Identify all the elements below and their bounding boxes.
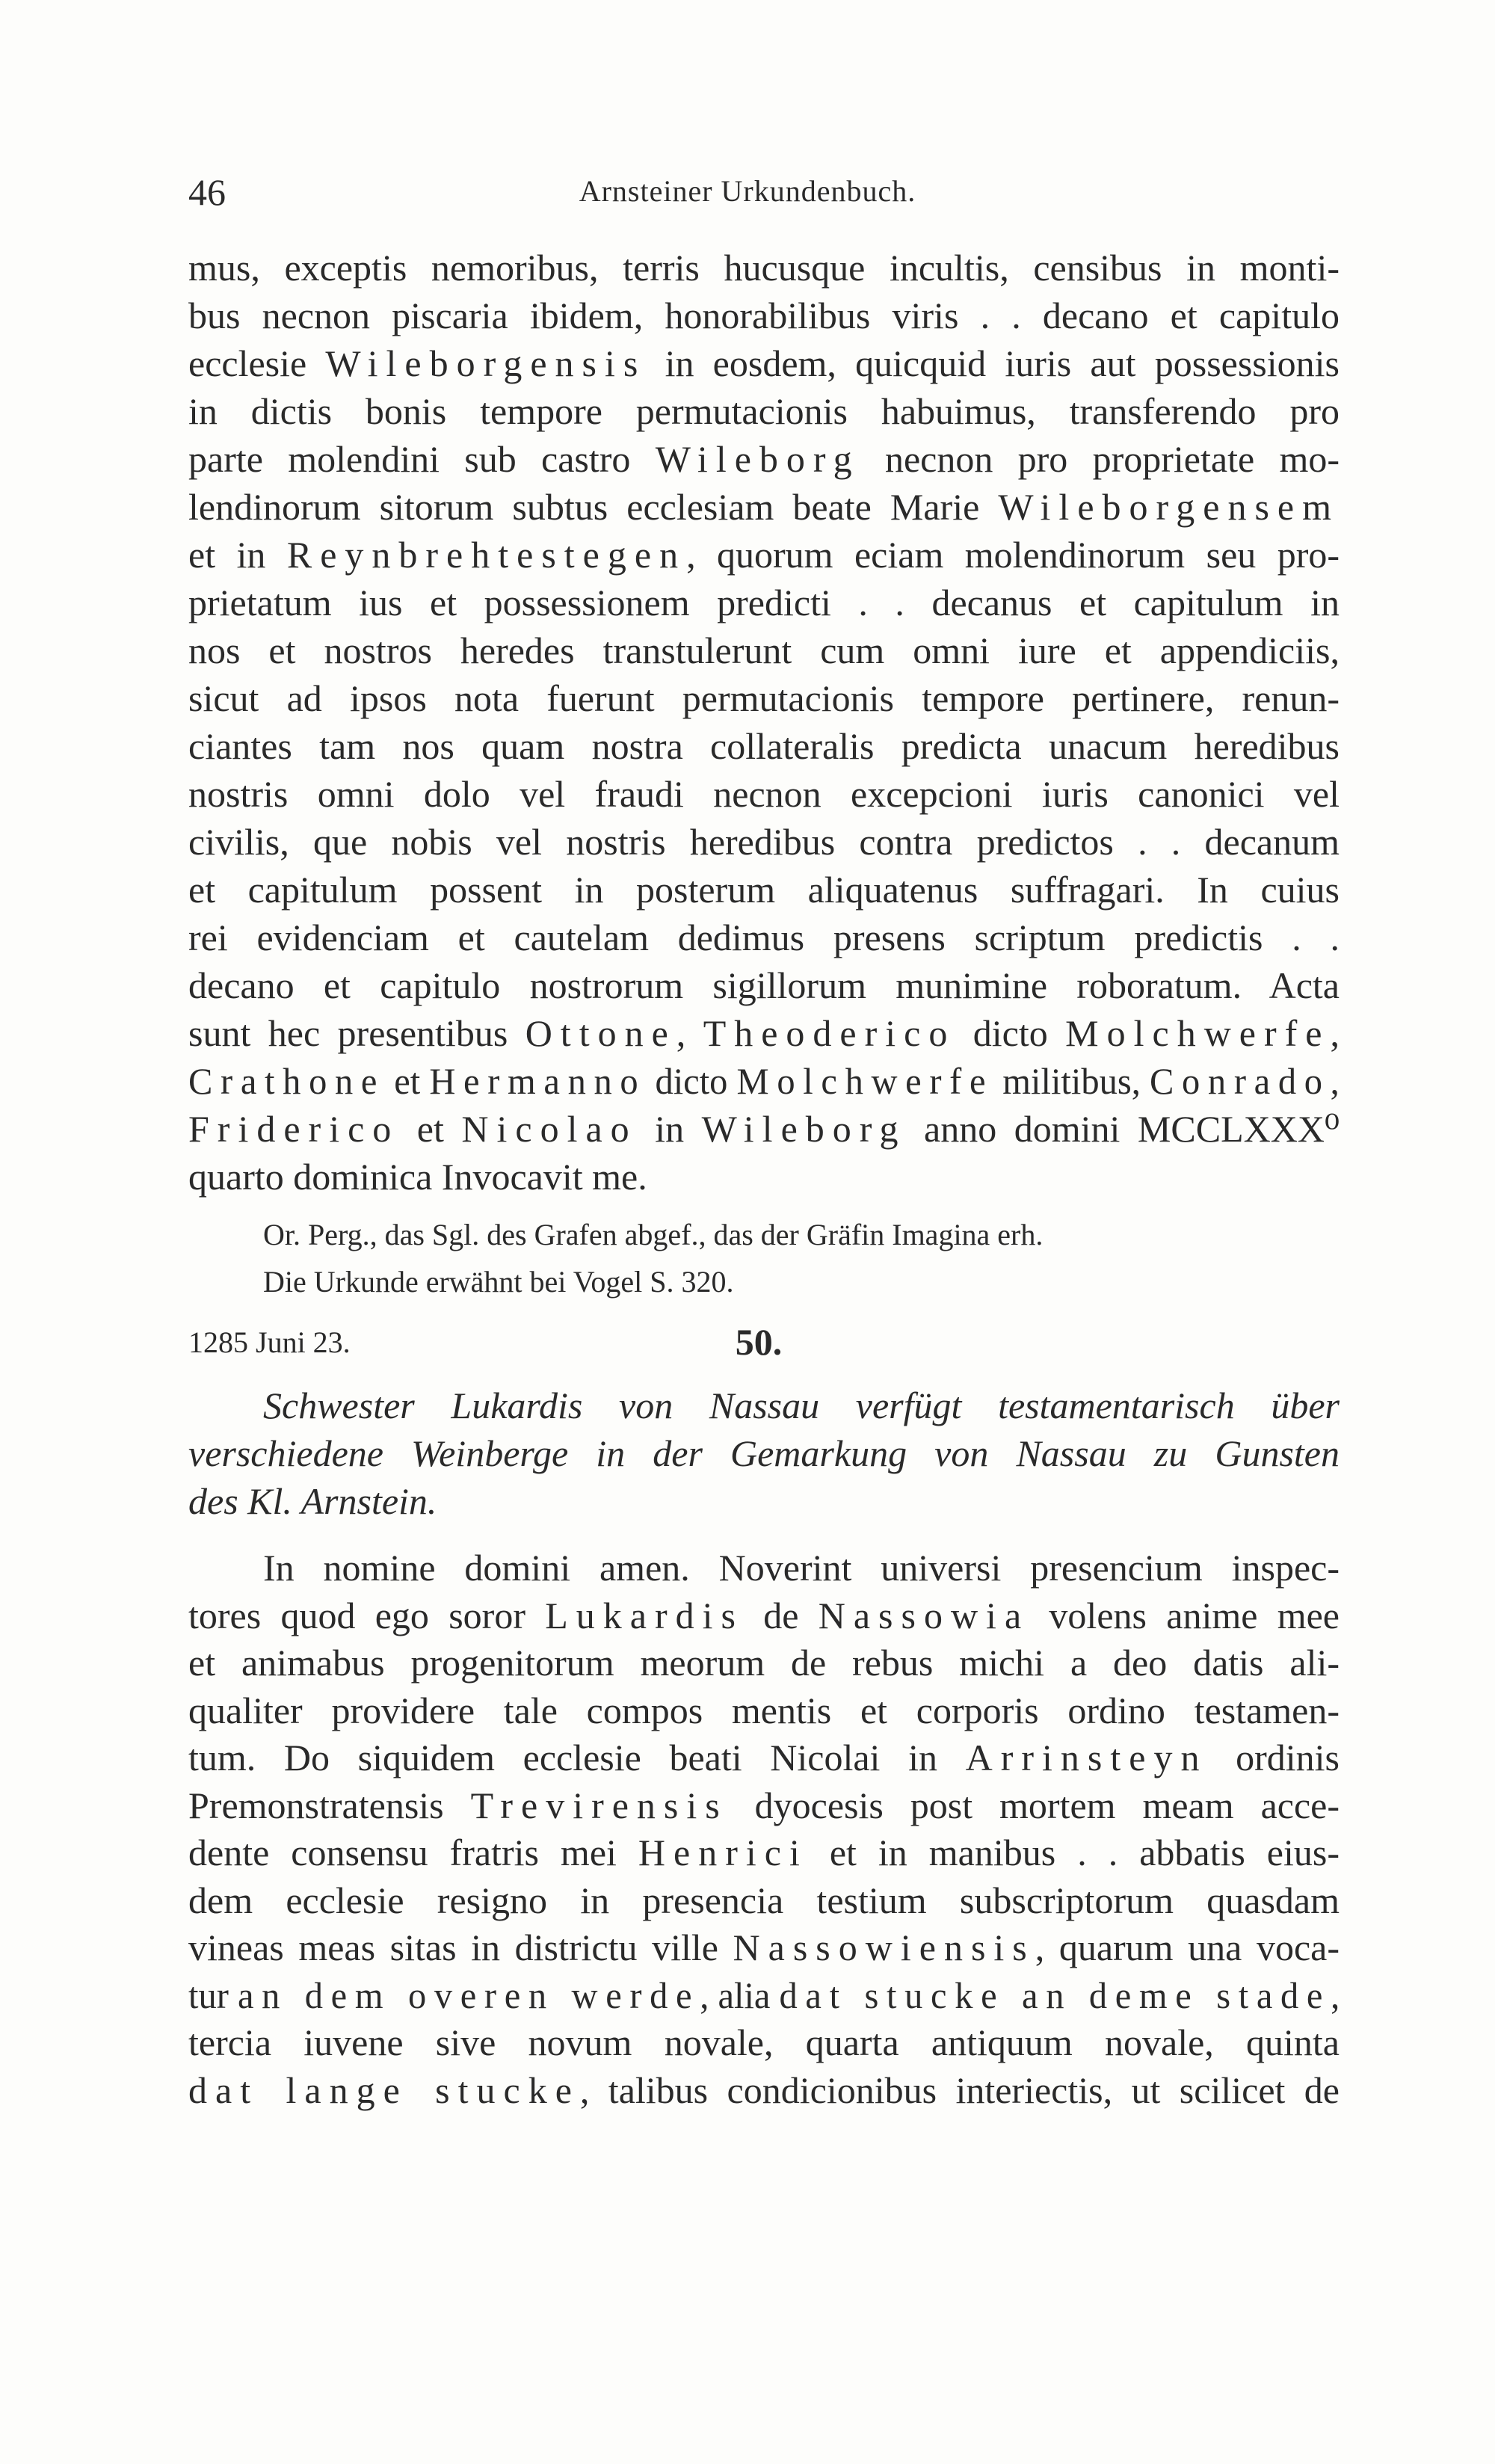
text-run: , quarum una voca- bbox=[1035, 1926, 1340, 1968]
text-run: tum. Do siquidem ecclesie beati Nicolai in bbox=[188, 1737, 966, 1778]
text-line bbox=[188, 1592, 1340, 1640]
spaced-name: Nassowiensis bbox=[733, 1926, 1035, 1968]
spaced-name: Nassowia bbox=[818, 1594, 1030, 1636]
text-line bbox=[188, 339, 1340, 387]
text-line bbox=[188, 626, 1340, 674]
text-line bbox=[188, 1782, 1340, 1830]
text-run: mus, exceptis nemoribus, terris hucusque incultis, censibus in monti- bbox=[188, 247, 1340, 289]
text-run: ciantes tam nos quam nostra collateralis predicta unacum heredibus bbox=[188, 725, 1340, 767]
text-run: et bbox=[385, 1060, 430, 1102]
text-line bbox=[188, 1057, 1340, 1105]
text-line bbox=[188, 722, 1340, 770]
text-run: nostris omni dolo vel fraudi necnon excepcioni iuris canonici vel bbox=[188, 773, 1340, 815]
text-run: quarto dominica Invocavit me. bbox=[188, 1156, 647, 1198]
text-run: in dictis bonis tempore permutacionis habuimus, transferendo pro bbox=[188, 390, 1340, 432]
text-run: et animabus progenitorum meorum de rebus michi a deo datis ali- bbox=[188, 1642, 1340, 1684]
text-run: Premonstratensis bbox=[188, 1784, 471, 1826]
text-run: dicto bbox=[646, 1060, 737, 1102]
document-summary bbox=[188, 1382, 1340, 1525]
text-line bbox=[188, 1877, 1340, 1925]
text-run: et in bbox=[188, 534, 287, 576]
spaced-name: Molchwerfe bbox=[1065, 1012, 1331, 1054]
text-run: et capitulum possent in posterum aliquatenus suffragari. In cuius bbox=[188, 869, 1340, 911]
text-run: verschiedene Weinberge in der Gemarkung von Nassau zu Gunsten bbox=[188, 1432, 1340, 1474]
text-run: et in manibus . . abbatis eius- bbox=[807, 1832, 1340, 1873]
text-run: , quorum eciam molendinorum seu pro- bbox=[686, 534, 1340, 576]
text-run: nos et nostros heredes transtulerunt cum omni iure et appendiciis, bbox=[188, 629, 1340, 671]
text-line bbox=[188, 1153, 1340, 1201]
spaced-name: Crathone bbox=[188, 1060, 386, 1102]
text-line bbox=[188, 579, 1340, 626]
spaced-name: Wileborgensem bbox=[998, 486, 1340, 528]
spaced-name: Conrado bbox=[1149, 1060, 1331, 1102]
spaced-name: Molchwerfe bbox=[736, 1060, 994, 1102]
text-line bbox=[188, 2019, 1340, 2067]
text-run: prietatum ius et possessionem predicti . . decanus et capitulum in bbox=[188, 582, 1340, 623]
text-run: , bbox=[676, 1012, 703, 1054]
text-run: qualiter providere tale compos mentis et corporis ordino testamen- bbox=[188, 1689, 1340, 1731]
text-run: , talibus condicionibus interiectis, ut scilicet de bbox=[579, 2069, 1340, 2111]
text-line bbox=[188, 1734, 1340, 1782]
text-run: lendinorum sitorum subtus ecclesiam beate Marie bbox=[188, 486, 999, 528]
text-run: ordinis bbox=[1207, 1737, 1340, 1778]
document-49-text-continuation bbox=[188, 244, 1340, 1201]
running-title: Arnsteiner Urkundenbuch. bbox=[579, 174, 916, 208]
text-line bbox=[188, 1639, 1340, 1687]
text-line bbox=[188, 961, 1340, 1009]
document-50-text bbox=[188, 1544, 1340, 2114]
spaced-name: Ottone bbox=[525, 1012, 676, 1054]
text-run: sunt hec presentibus bbox=[188, 1012, 525, 1054]
text-line bbox=[188, 818, 1340, 866]
spaced-name: Theoderico bbox=[703, 1012, 956, 1054]
spaced-name: Friderico bbox=[188, 1108, 400, 1150]
text-run: in eosdem, quicquid iuris aut possessionis bbox=[646, 342, 1340, 384]
text-run: dem ecclesie resigno in presencia testium subscriptorum quasdam bbox=[188, 1879, 1340, 1921]
text-run: militibus, bbox=[993, 1060, 1150, 1102]
spaced-name: Wileborg bbox=[655, 438, 860, 480]
spaced-name: dat stucke an deme stade bbox=[779, 1974, 1331, 2016]
text-run: tores quod ego soror bbox=[188, 1594, 546, 1636]
text-run: in bbox=[637, 1108, 702, 1150]
text-line bbox=[188, 292, 1340, 339]
document-date: 1285 Juni 23. bbox=[188, 1325, 351, 1359]
text-line bbox=[188, 1429, 1340, 1477]
text-run: necnon pro proprietate mo- bbox=[860, 438, 1340, 480]
spaced-name: Wileborg bbox=[701, 1108, 907, 1150]
spaced-name: Reynbrehtestegen bbox=[286, 534, 687, 576]
text-line bbox=[188, 435, 1340, 483]
spaced-name: Trevirensis bbox=[470, 1784, 728, 1826]
source-notes bbox=[263, 1211, 1340, 1305]
spaced-name: Hermanno bbox=[429, 1060, 647, 1102]
text-line bbox=[188, 866, 1340, 914]
text-run: parte molendini sub castro bbox=[188, 438, 656, 480]
text-run: dicto bbox=[955, 1012, 1066, 1054]
text-line bbox=[188, 1972, 1340, 2020]
text-line bbox=[188, 1105, 1340, 1153]
text-line bbox=[188, 1687, 1340, 1735]
text-line bbox=[188, 1009, 1340, 1057]
text-run: ecclesie bbox=[188, 342, 326, 384]
text-line bbox=[188, 1477, 1340, 1525]
spaced-name: dat lange stucke bbox=[188, 2069, 580, 2111]
spaced-name: Henrici bbox=[638, 1832, 808, 1873]
text-run: , alia bbox=[700, 1974, 780, 2016]
text-line bbox=[188, 674, 1340, 722]
spaced-name: Wileborgensis bbox=[325, 342, 647, 384]
text-run: , bbox=[1330, 1060, 1340, 1102]
source-note: Die Urkunde erwähnt bei Vogel S. 320. bbox=[263, 1265, 734, 1299]
text-line bbox=[188, 244, 1340, 292]
text-line bbox=[188, 914, 1340, 961]
spaced-name: an dem overen werde bbox=[237, 1974, 700, 2016]
text-run: sicut ad ipsos nota fuerunt permutacionis tempore pertinere, renun- bbox=[188, 677, 1340, 719]
text-line bbox=[188, 1544, 1340, 1592]
text-run: , bbox=[1330, 1012, 1340, 1054]
text-run: anno domini MCCLXXX⁰ bbox=[906, 1108, 1340, 1150]
text-run: des Kl. Arnstein. bbox=[188, 1480, 437, 1522]
text-line bbox=[188, 387, 1340, 435]
text-line bbox=[188, 2067, 1340, 2115]
page-number: 46 bbox=[188, 171, 226, 213]
text-run: dyocesis post mortem meam acce- bbox=[727, 1784, 1340, 1826]
text-run: tercia iuvene sive novum novale, quarta antiquum novale, quinta bbox=[188, 2021, 1340, 2063]
spaced-name: Nicolao bbox=[461, 1108, 638, 1150]
text-run: bus necnon piscaria ibidem, honorabilibus viris . . decano et capitulo bbox=[188, 295, 1340, 336]
text-line bbox=[188, 531, 1340, 579]
text-run: volens anime mee bbox=[1029, 1594, 1340, 1636]
text-line bbox=[188, 483, 1340, 531]
source-note: Or. Perg., das Sgl. des Grafen abgef., das der Gräfin Imagina erh. bbox=[263, 1218, 1044, 1251]
text-line bbox=[188, 770, 1340, 818]
text-run: , bbox=[1331, 1974, 1340, 2016]
spaced-name: Arrinsteyn bbox=[965, 1737, 1208, 1778]
spaced-name: Lukardis bbox=[545, 1594, 744, 1636]
text-run: de bbox=[743, 1594, 819, 1636]
text-run: In nomine domini amen. Noverint universi presencium inspec- bbox=[263, 1547, 1340, 1589]
text-run: decano et capitulo nostrorum sigillorum munimine roboratum. Acta bbox=[188, 964, 1340, 1006]
text-run: civilis, que nobis vel nostris heredibus contra predictos . . decanum bbox=[188, 821, 1340, 863]
text-run: et bbox=[399, 1108, 462, 1150]
text-run: dente consensu fratris mei bbox=[188, 1832, 638, 1873]
document-number: 50. bbox=[735, 1321, 783, 1363]
text-line bbox=[188, 1829, 1340, 1877]
text-run: tur bbox=[188, 1974, 238, 2016]
text-run: vineas meas sitas in districtu ville bbox=[188, 1926, 733, 1968]
text-line bbox=[188, 1924, 1340, 1972]
text-run: Schwester Lukardis von Nassau verfügt testamentarisch über bbox=[263, 1385, 1340, 1426]
text-run: rei evidenciam et cautelam dedimus presens scriptum predictis . . bbox=[188, 917, 1340, 958]
text-line bbox=[188, 1382, 1340, 1429]
